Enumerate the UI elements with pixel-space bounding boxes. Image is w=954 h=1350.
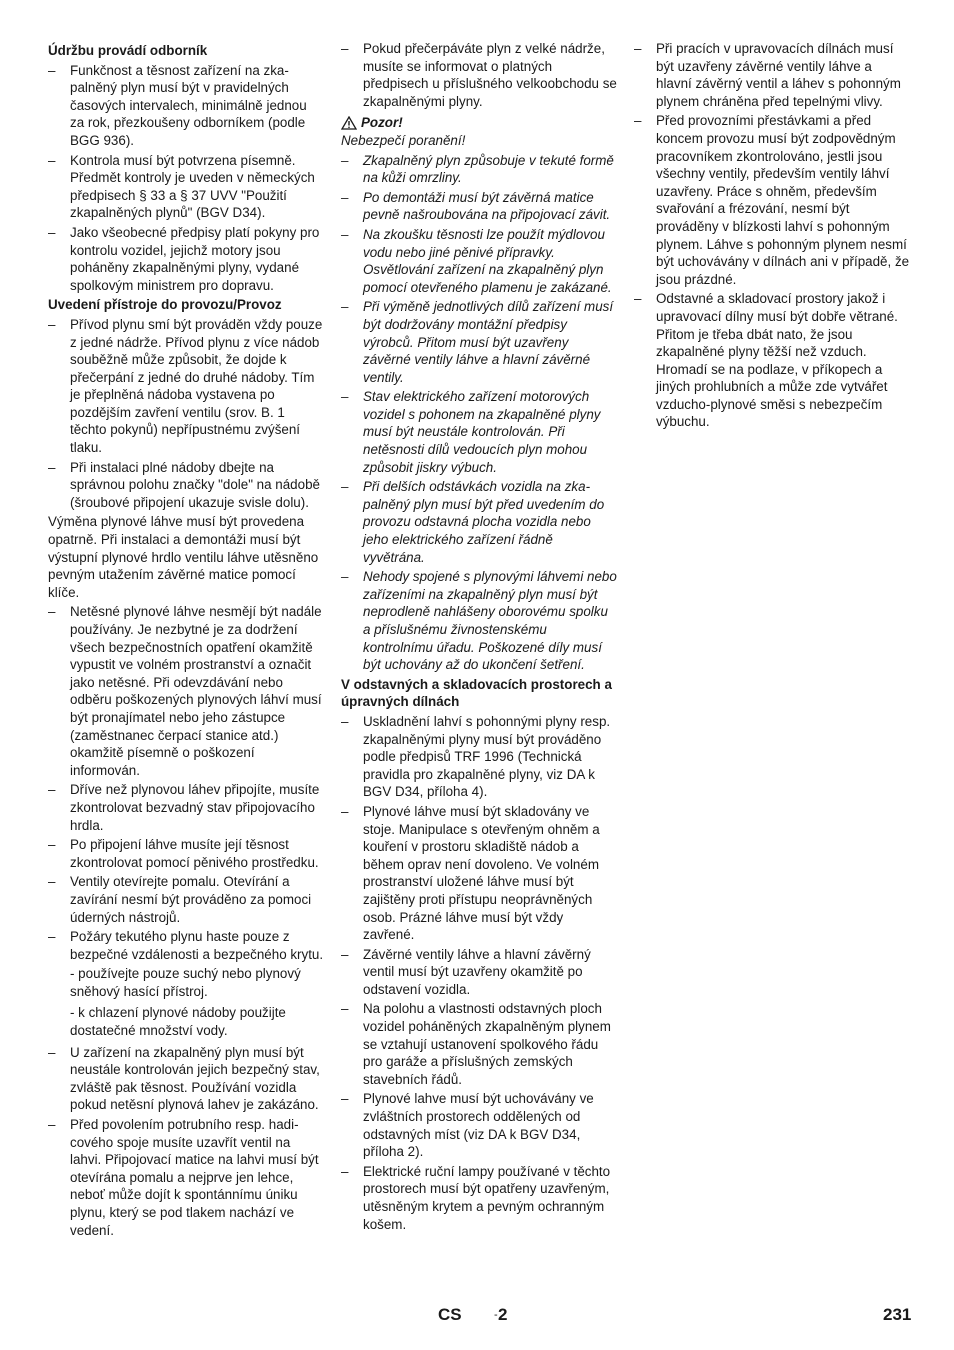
list-item: – Před povolením potrubního resp. hadicového spoje musíte uzavřít ventil na lahvi. Připojovací matice na lahvi musí být otevírána pomalu a nejprve jen lehce, neboť může dojít k spontánnímu úniku plynu, který se pod tlakem nachází ve vedení. [48,1116,324,1239]
list-bottle-safety [48,603,324,963]
warning-title: Pozor! [361,115,403,131]
column-middle [341,40,617,1235]
list-item: – Po připojení láhve musíte její těsnost zkontrolovat pomocí pěnivého prostředku. [48,836,324,871]
list-warnings [341,152,617,674]
list-item: – Při delších odstávkách vozidla na zkapalněný plyn musí být před uvedením do provozu odstavná plocha vozidla nebo jeho elektrického zařízení řádně vyvětrána. [341,478,617,566]
list-item: – Dříve než plynovou láhev připojíte, musíte zkontrolovat bezvadný stav připojovacího hrdla. [48,781,324,834]
footer-separator: - [494,1309,498,1321]
list-item: – Funkčnost a těsnost zařízení na zkapalněný plyn musí být v pravidelných časových intervalech, minimálně jednou za rok, přezkoušeny odborníkem (podle BGG 936). [48,62,324,150]
list-bottle-safety-cont [48,1044,324,1240]
list-item: – Před provozními přestávkami a před koncem provozu musí být zodpovědným pracovníkem zkontrolováno, jestli jsou všechny ventily, především ventily láhví uzavřeny. Práce s ohněm, především svařování a frézování, nesmí být prováděny v blízkosti lahví s pohonným plynem. Láhve s pohonným plynem nesmí být uchovávány v dílnách ani v případě, že jsou prázdné. [634,112,910,288]
list-item: – Na polohu a vlastnosti odstavných ploch vozidel poháněných zkapalněným plynem se vztahují ustanovení spolkového řádu pro garáže a příslušných zemských stavebních řádů. [341,1000,617,1088]
paragraph-bottle-exchange: Výměna plynové láhve musí být provedena opatrně. Při instalaci a demontáži musí být výstupní plynové hrdlo ventilu láhve utěsněno pevným utažením závěrné matice pomocí klíče. [48,514,319,600]
heading-startup: Uvedení přístroje do provozu/Provoz [48,297,282,313]
warning-text: Nebezpečí poranění! [341,132,466,148]
list-item: – Stav elektrického zařízení motorových vozidel s pohonem na zkapalněné plyny musí být neustále kontrolován. Při netěsnosti dílů vedoucích plyn mohou způsobit jiskry výbuch. [341,388,617,476]
footer-section-number: 2 [498,1305,508,1324]
heading-storage: V odstavných a skladovacích prostorech a úpravných dílnách [341,676,612,710]
list-item: – Elektrické ruční lampy používané v těchto prostorech musí být opatřeny uzavřeným, utěsněným krytem a pevným ochranným košem. [341,1163,617,1233]
list-item: – Nehody spojené s plynovými láhvemi nebo zařízeními na zkapalněný plyn musí být neprodleně nahlášeny oborovému spolku a příslušnému živnostenskému kontrolnímu úřadu. Poškozené díly musí být uchovány až do ukončení šetření. [341,568,617,674]
column-right [634,40,910,433]
list-item: – Při instalaci plné nádoby dbejte na správnou polohu značky "dole" na nádobě (šroubové připojení ukazuje svisle dolu). [48,459,324,512]
list-item: – Při pracích v upravovacích dílnách musí být uzavřeny závěrné ventily láhve a hlavní závěrný ventil a láhev s pohonným plynem chráněna před tepelnými vlivy. [634,40,910,110]
list-item: – Závěrné ventily láhve a hlavní závěrný ventil musí být uzavřeny okamžitě po odstavení vozidla. [341,946,617,999]
sub-note-extinguisher: - používejte pouze suchý nebo plynový sněhový hasící přístroj. [70,966,301,999]
heading-maintenance: Údržbu provádí odborník [48,43,208,58]
list-item: – Při výměně jednotlivých dílů zařízení musí být dodržovány montážní předpisy výrobců. Přitom musí být uzavřeny závěrné ventily láhve a hlavní závěrné ventily. [341,298,617,386]
list-item: – Jako všeobecné předpisy platí pokyny pro kontrolu vozidel, jejichž motory jsou poháněny zkapalněnými plyny, vydané spolkovým ministrem pro dopravu. [48,224,324,294]
list-item: – Netěsné plynové láhve nesmějí být nadále používány. Je nezbytné je za dodržení všech bezpečnostních opatření okamžitě vypustit ve volném prostranství a označit jako netěsné. Při odevzdávání nebo odběru poškozených plynových láhví musí být pronajímatel nebo jeho zástupce (zaměstnanec čerpací stanice atd.) okamžitě písemně o poškození informován. [48,603,324,779]
list-item: – Odstavné a skladovací prostory jakož i upravovací dílny musí být dobře větrané. Přitom je třeba dbát nato, že jsou zkapalněné plyny těžší než vzduch. Hromadí se na podlaze, v příkopech a jiných prohlubních a může zde vytvářet vzducho-plynové směsi s nebezpečím výbuchu. [634,290,910,431]
list-item: – Zkapalněný plyn způsobuje v tekuté formě na kůži omrzliny. [341,152,617,187]
list-item: – Po demontáži musí být závěrná matice pevně našroubována na připojovací závit. [341,189,617,224]
list-item: – Přívod plynu smí být prováděn vždy pouze z jedné nádrže. Přívod plynu z více nádob souběžně může způsobit, že dojde k přečerpání z jedné do druhé nádoby. Tím je přeplněná nádoba vystavena po pozdějším zavření ventilu (srov. B. 1 těchto pokynů) nepřípustnému zvýšení tlaku. [48,316,324,457]
list-item: – Plynové láhve musí být skladovány ve stoje. Manipulace s otevřeným ohněm a kouření v prostoru skladiště nádob a během oprav není dovoleno. Ve volném prostranství uložené láhve musí být zajištěny proti přístupu neoprávněných osob. Prázné láhve musí být vždy zavřené. [341,803,617,944]
warning-triangle-icon [341,116,357,130]
list-maintenance [48,62,324,295]
list-item: – Požáry tekutého plynu haste pouze z bezpečné vzdálenosti a bezpečného krytu. [48,928,324,963]
sub-note-cooling: - k chlazení plynové nádoby použijte dostatečné množství vody. [70,1005,286,1039]
warning-label [341,114,617,132]
footer-language: CS [438,1305,462,1324]
list-item: – Pokud přečerpáváte plyn z velké nádrže, musíte se informovat o platných předpisech u příslušného velkoobchodu se zkapalněnými plyny. [341,40,617,110]
list-item: – Kontrola musí být potvrzena písemně. Předmět kontroly je uveden v německých předpisech § 33 a § 37 UVV "Použití zkapalněných plynů" (BGV D34). [48,152,324,222]
list-item: – Uskladnění lahví s pohonnými plyny resp. zkapalněnými plyny musí být prováděno podle předpisů TRF 1996 (Technická pravidla pro zkapalněné plyny, viz DA k BGV D34, příloha 4). [341,713,617,801]
list-workshop [634,40,910,431]
list-startup [48,316,324,512]
footer-page-number: 231 [883,1305,912,1324]
list-storage [341,713,617,1233]
list-item: – Ventily otevírejte pomalu. Otevírání a zavírání nesmí být prováděno za pomoci úderných nástrojů. [48,873,324,926]
list-item: – Na zkoušku těsnosti lze použít mýdlovou vodu nebo jiné pěnivé přípravky. Osvětlování zařízení na zkapalněný plyn pomocí otevřeného plamenu je zakázané. [341,226,617,296]
list-item: – U zařízení na zkapalněný plyn musí být neustále kontrolován jejich bezpečný stav, zvláště pak těsnost. Používání vozidla pokud netěsní plynová lahev je zakázáno. [48,1044,324,1114]
column-left [48,40,324,1241]
list-refill [341,40,617,110]
list-item: – Plynové lahve musí být uchovávány ve zvláštních prostorech oddělených od odstavných míst (viz DA k BGV D34, příloha 2). [341,1090,617,1160]
